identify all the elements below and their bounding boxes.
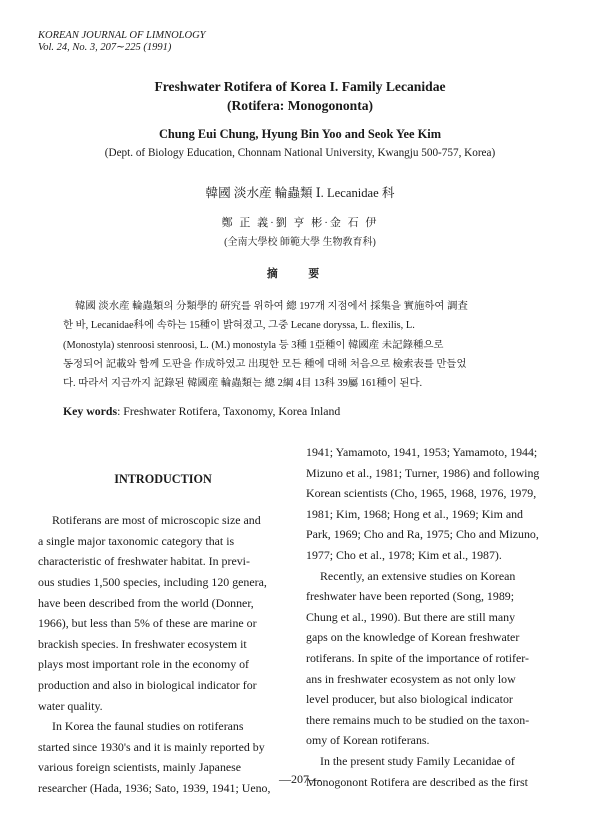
text-line: 1941; Yamamoto, 1941, 1953; Yamamoto, 1944; — [306, 445, 538, 459]
abstract-line: 다. 따라서 지금까지 記錄된 韓國産 輪蟲類는 總 2綱 4目 13科 39屬 161種이 된다. — [63, 378, 423, 390]
text-line: characteristic of freshwater habitat. In previ- — [38, 554, 250, 569]
text-line: Recently, an extensive studies on Korean — [320, 568, 516, 583]
text-line: Chung et al., 1990). But there are still many — [306, 609, 516, 624]
text-line: Rotiferans are most of microscopic size and — [52, 513, 261, 528]
text-line: various foreign scientists, mainly Japanese — [38, 760, 242, 775]
text-line: there remains much to be studied on the taxon- — [306, 712, 530, 727]
title-line-2: (Rotifera: Monogononta) — [226, 98, 374, 113]
text-line: level producer, but also biological indicator — [306, 692, 513, 707]
abstract-line: 한 바, Lecanidae科에 속하는 15種이 밝혀졌고, 그중 Lecane doryssa, L. flexilis, L. — [63, 320, 415, 332]
text-line: rotiferans. In spite of the importance of rotifer- — [306, 650, 529, 665]
text-line: ans in freshwater ecosystem as not only low — [306, 671, 516, 686]
abstract-line: 韓國 淡水産 輪蟲類의 分類學的 硏究를 위하여 總 197개 지점에서 採集을 實施하여 調査 — [75, 301, 468, 312]
text-line: 1966), but less than 5% of these are marine or — [38, 616, 257, 631]
korean-title: 韓國 淡水産 輪蟲類 Ⅰ. Lecanidae 科 — [205, 186, 395, 200]
text-line: 1981; Kim, 1968; Hong et al., 1969; Kim and — [306, 506, 523, 521]
keywords-label: Key words — [63, 404, 118, 418]
korean-authors: 鄭 正 義·劉 亨 彬·金 石 伊 — [221, 217, 379, 229]
korean-abstract-heading: 摘 要 — [266, 268, 334, 280]
title-line-1: Freshwater Rotifera of Korea I. Family Lecanidae — [154, 79, 446, 94]
text-line: Monogonont Rotifera are described as the first — [306, 774, 528, 789]
journal-volume: Vol. 24, No. 3, 207∼225 (1991) — [38, 41, 172, 53]
text-line: started since 1930's and it is mainly reported by — [38, 739, 265, 754]
text-line: In the present study Family Lecanidae of — [320, 753, 515, 768]
right-column — [306, 442, 550, 792]
text-line: omy of Korean rotiferans. — [306, 733, 430, 748]
abstract-line: 동정되어 記載와 함께 도판을 作成하였고 出現한 모든 種에 대해 처음으로 檢索表를 만들었 — [63, 358, 467, 370]
affiliation: (Dept. of Biology Education, Chonnam National University, Kwangju 500-757, Korea) — [104, 147, 496, 159]
journal-name: KOREAN JOURNAL OF LIMNOLOGY — [38, 30, 206, 41]
text-line: Korean scientists (Cho, 1965, 1968, 1976, 1979, — [306, 486, 537, 501]
text-line: a single major taxonomic category that is — [38, 533, 235, 548]
text-line: 1977; Cho et al., 1978; Kim et al., 1987). — [306, 547, 502, 562]
text-line: have been described from the world (Donner, — [38, 595, 254, 610]
paper-title — [0, 77, 600, 115]
text-line: researcher (Hada, 1936; Sato, 1939, 1941; Ueno, — [38, 780, 271, 795]
text-line: ous studies 1,500 species, including 120 genera, — [38, 574, 267, 589]
text-line: gaps on the knowledge of Korean freshwater — [306, 630, 520, 645]
keywords-text: : Freshwater Rotifera, Taxonomy, Korea Inland — [117, 404, 341, 418]
text-line: Park, 1969; Cho and Ra, 1975; Cho and Mizuno, — [306, 527, 539, 542]
text-line: plays most important role in the economy of — [38, 657, 250, 672]
text-line: Mizuno et al., 1981; Turner, 1986) and following — [306, 465, 540, 480]
text-line: brackish species. In freshwater ecosystem it — [38, 636, 247, 651]
text-line: production and also in biological indicator for — [38, 677, 257, 692]
page-number: —207— — [279, 772, 321, 786]
journal-header — [38, 30, 206, 53]
text-line: water quality. — [38, 698, 103, 713]
text-line: freshwater have been reported (Song, 1989; — [306, 589, 515, 604]
authors: Chung Eui Chung, Hyung Bin Yoo and Seok Yee Kim — [158, 127, 442, 141]
korean-affiliation: (全南大學校 師範大學 生物敎育科) — [224, 237, 376, 248]
keywords — [63, 404, 340, 419]
left-column — [38, 469, 288, 799]
abstract-line: (Monostyla) stenroosi stenroosi, L. (M.) monostyla 등 3種 1亞種이 韓國産 未記錄種으로 — [63, 339, 444, 351]
text-line: In Korea the faunal studies on rotiferans — [52, 719, 244, 734]
korean-abstract — [63, 297, 543, 393]
section-heading-introduction: INTRODUCTION — [114, 472, 212, 486]
